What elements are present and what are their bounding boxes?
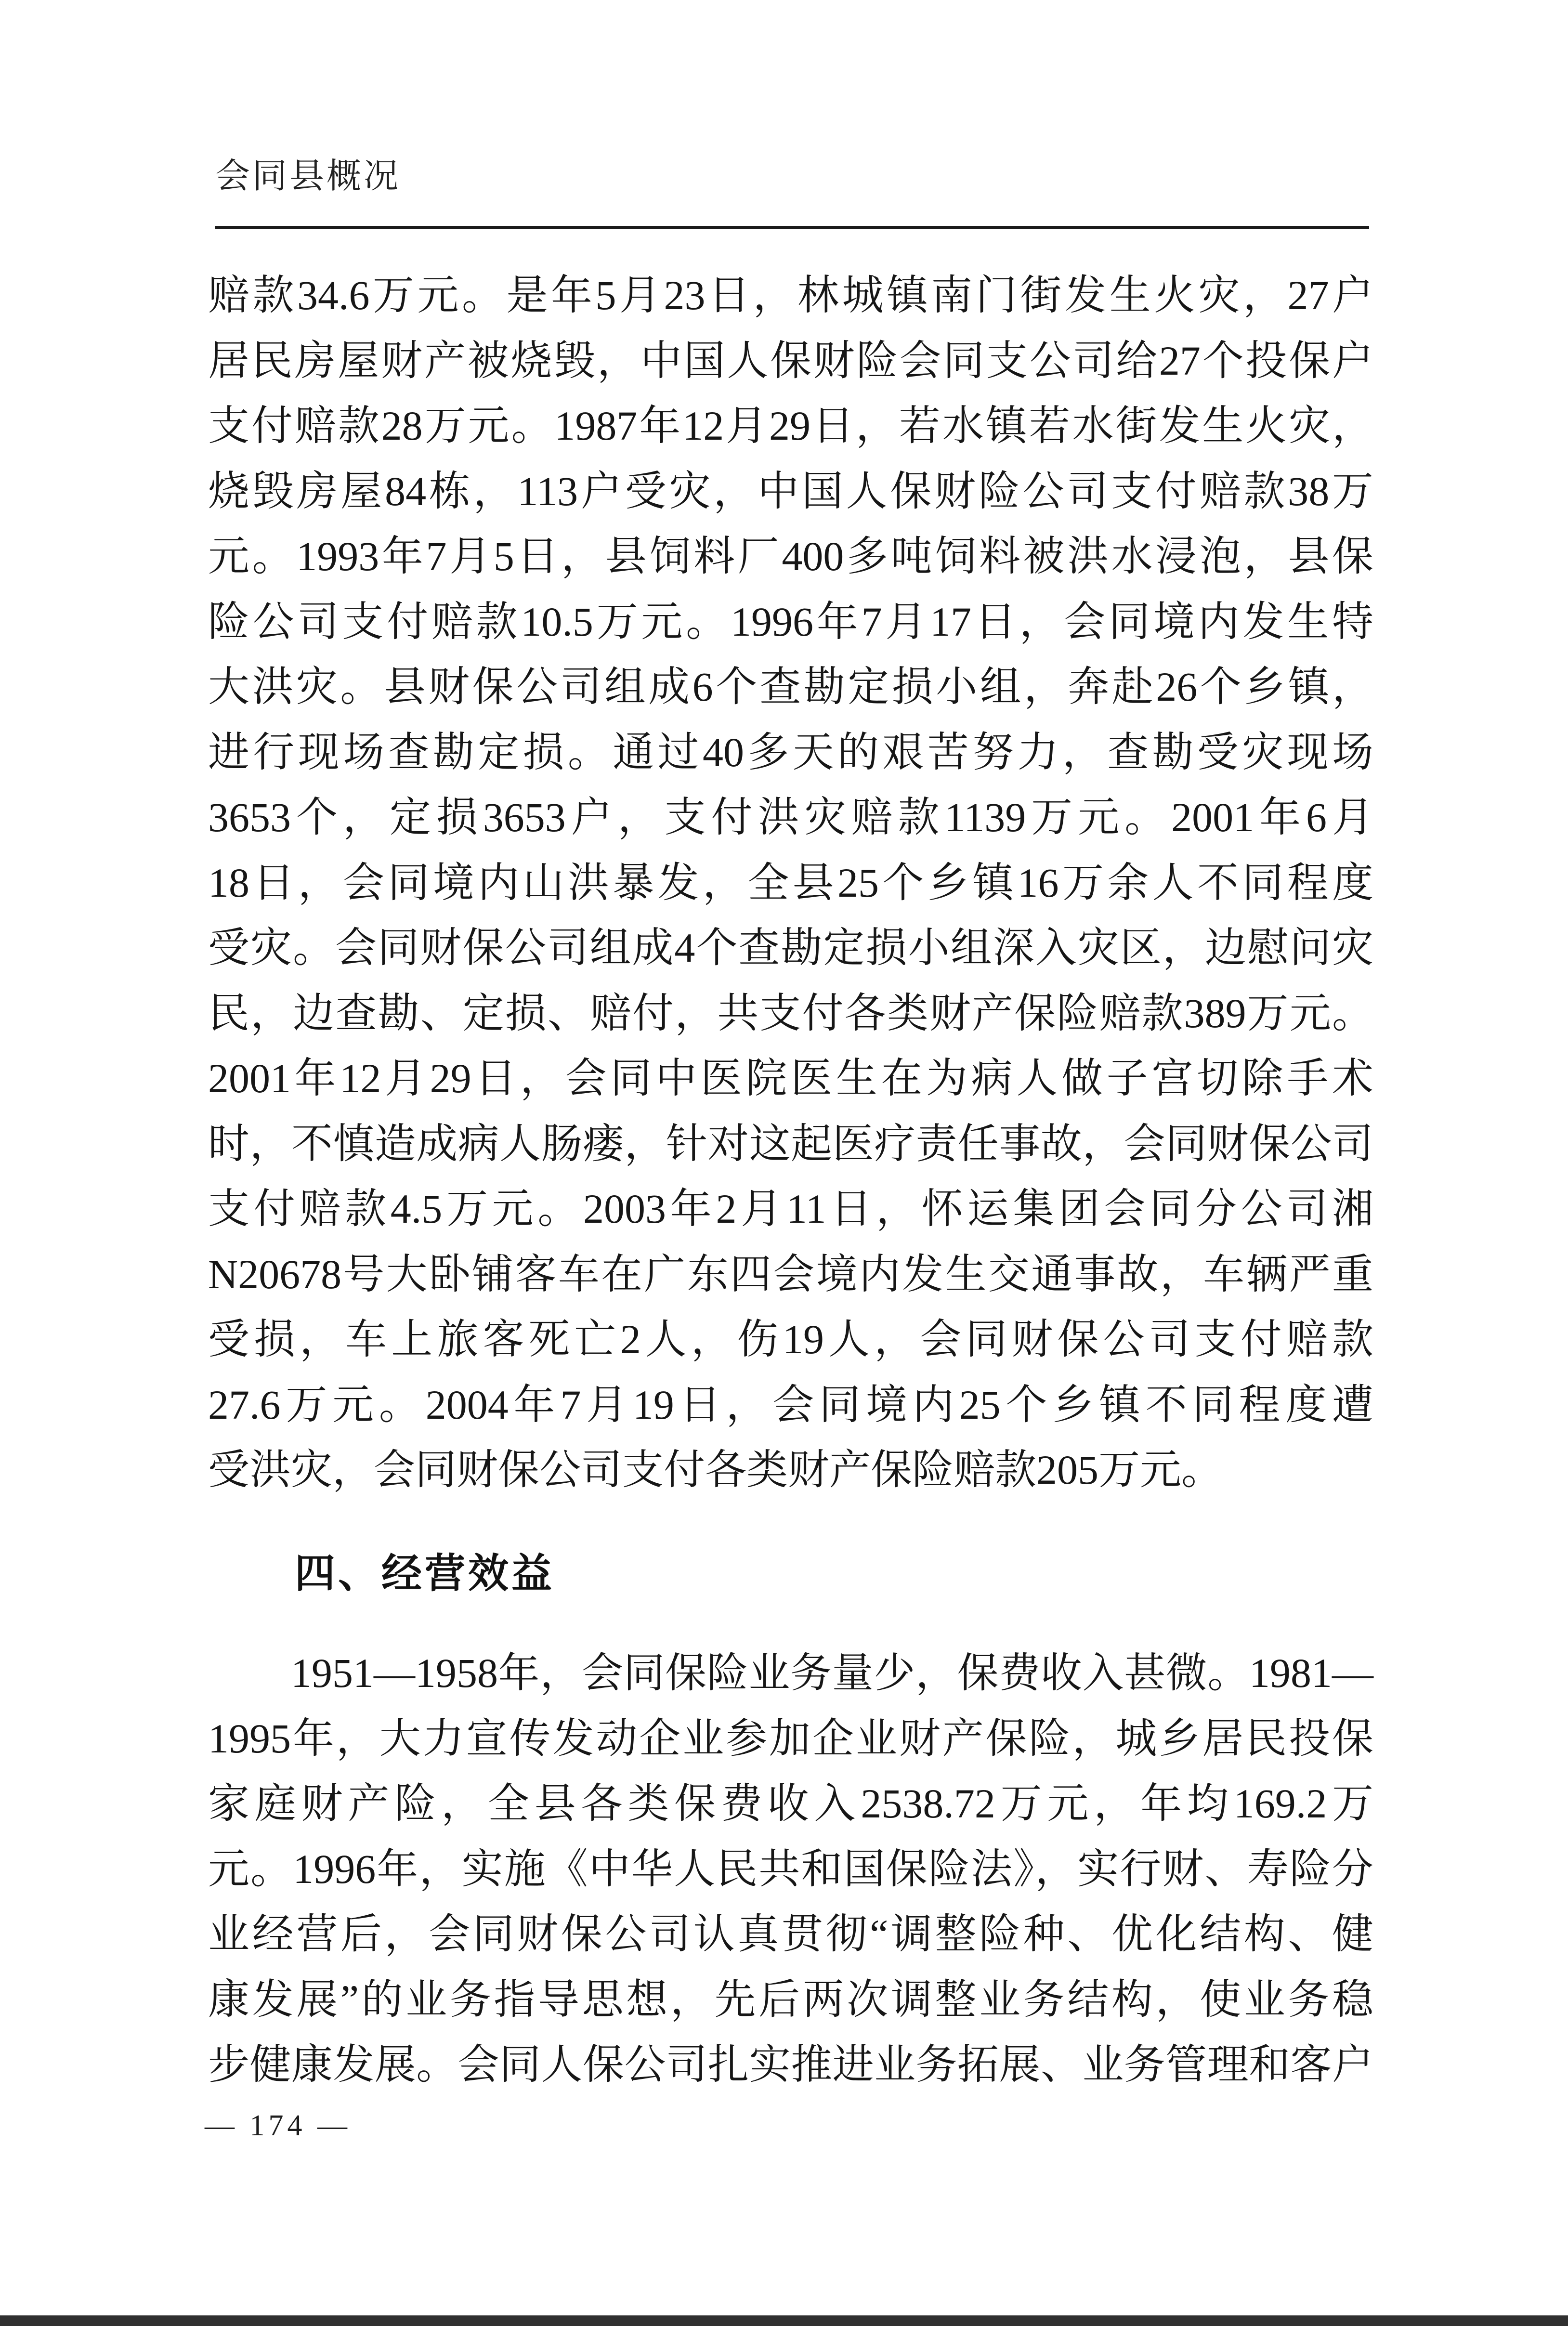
text-line: 居民房屋财产被烧毁，中国人保财险会同支公司给27个投保户 [208, 337, 1373, 384]
text-line: 步健康发展。会同人保公司扎实推进业务拓展、业务管理和客户 [208, 2041, 1373, 2088]
paragraph-operating-benefits [208, 1641, 1373, 2098]
section-heading-operating-benefits: 四、经营效益 [295, 1551, 555, 1596]
running-header-title: 会同县概况 [215, 157, 401, 196]
text-line: 元。1993年7月5日，县饲料厂400多吨饲料被洪水浸泡，县保 [208, 533, 1373, 579]
text-line: 民，边查勘、定损、赔付，共支付各类财产保险赔款389万元。 [208, 990, 1373, 1036]
text-line: 3653个，定损3653户，支付洪灾赔款1139万元。2001年6月 [208, 794, 1373, 840]
text-line: 时，不慎造成病人肠瘘，针对这起医疗责任事故，会同财保公司 [208, 1120, 1373, 1167]
scan-edge-artifact [0, 2315, 1568, 2326]
text-line: 2001年12月29日，会同中医院医生在为病人做子宫切除手术 [208, 1055, 1373, 1101]
text-line: 大洪灾。县财保公司组成6个查勘定损小组，奔赴26个乡镇， [208, 664, 1373, 710]
text-line: 赔款34.6万元。是年5月23日，林城镇南门街发生火灾，27户 [208, 272, 1373, 318]
text-line: 1951—1958年，会同保险业务量少，保费收入甚微。1981— [291, 1650, 1373, 1696]
text-line: 支付赔款4.5万元。2003年2月11日，怀运集团会同分公司湘 [208, 1186, 1373, 1232]
text-line: 康发展”的业务指导思想，先后两次调整业务结构，使业务稳 [208, 1976, 1373, 2023]
text-line: 受洪灾，会同财保公司支付各类财产保险赔款205万元。 [208, 1447, 1223, 1493]
text-line: 家庭财产险，全县各类保费收入2538.72万元，年均169.2万 [208, 1780, 1373, 1827]
text-line: 受损，车上旅客死亡2人，伤19人，会同财保公司支付赔款 [208, 1316, 1373, 1362]
text-line: 受灾。会同财保公司组成4个查勘定损小组深入灾区，边慰问灾 [208, 925, 1373, 971]
text-line: 支付赔款28万元。1987年12月29日，若水镇若水街发生火灾， [208, 403, 1373, 449]
paragraph-insurance-claims [208, 263, 1373, 1503]
text-line: 1995年，大力宣传发动企业参加企业财产保险，城乡居民投保 [208, 1715, 1373, 1762]
text-line: 27.6万元。2004年7月19日，会同境内25个乡镇不同程度遭 [208, 1381, 1373, 1428]
text-line: 业经营后，会同财保公司认真贯彻“调整险种、优化结构、健 [208, 1911, 1373, 1957]
text-line: 险公司支付赔款10.5万元。1996年7月17日，会同境内发生特 [208, 598, 1373, 645]
header-rule [215, 226, 1369, 229]
text-line: 18日，会同境内山洪暴发，全县25个乡镇16万余人不同程度 [208, 859, 1373, 906]
text-line: 烧毁房屋84栋，113户受灾，中国人保财险公司支付赔款38万 [208, 468, 1373, 514]
text-line: 进行现场查勘定损。通过40多天的艰苦努力，查勘受灾现场 [208, 729, 1373, 775]
text-line: 元。1996年，实施《中华人民共和国保险法》，实行财、寿险分 [208, 1845, 1373, 1892]
text-line: N20678号大卧铺客车在广东四会境内发生交通事故，车辆严重 [208, 1251, 1373, 1297]
page-number: — 174 — [205, 2109, 351, 2142]
